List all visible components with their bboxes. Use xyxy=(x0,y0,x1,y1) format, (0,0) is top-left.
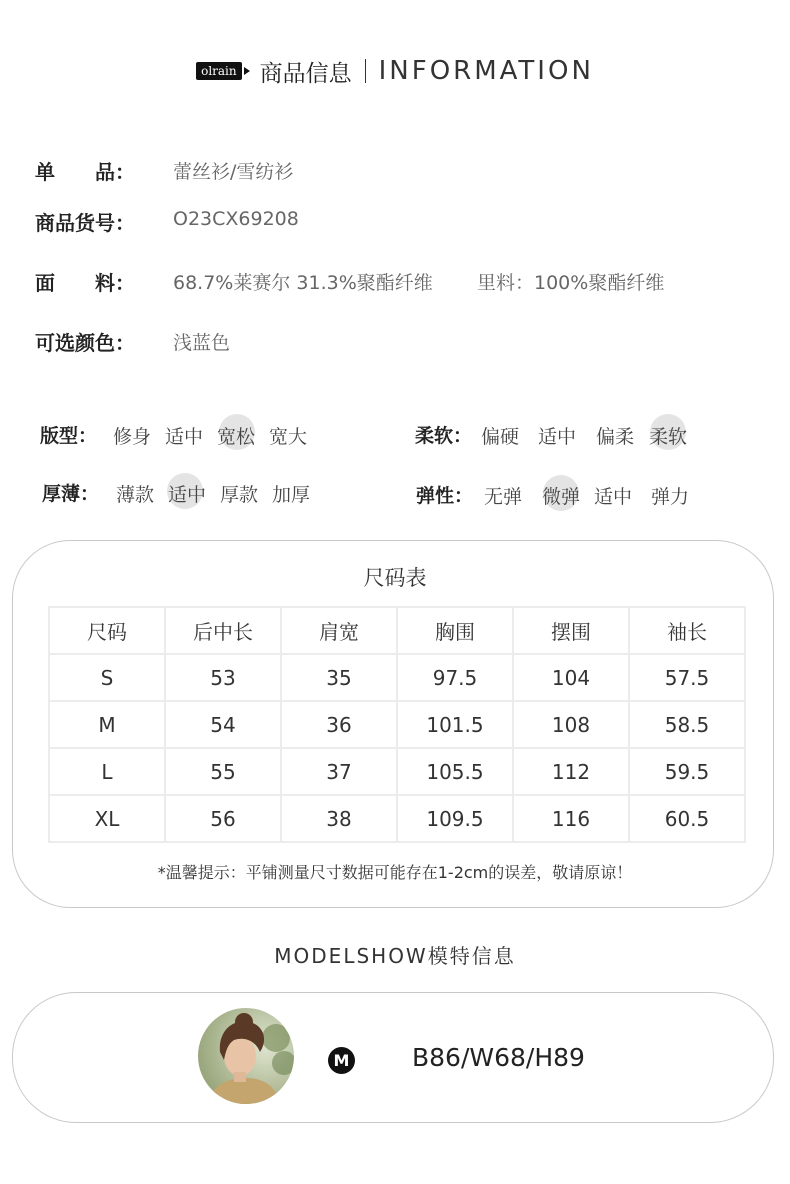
thickness-label: 厚薄： xyxy=(42,483,100,505)
softness-option: 偏柔 xyxy=(596,426,635,448)
table-header-cell: 胸围 xyxy=(397,607,513,654)
fabric-label: 面 料： xyxy=(35,271,135,295)
brand-logo xyxy=(196,62,250,80)
table-cell: 112 xyxy=(513,748,629,795)
table-header-cell: 摆围 xyxy=(513,607,629,654)
model-avatar xyxy=(198,1008,294,1104)
fit-option: 宽大 xyxy=(269,426,308,448)
model-size-badge: M xyxy=(328,1047,355,1074)
table-cell: XL xyxy=(49,795,165,842)
info-header xyxy=(0,48,790,94)
table-cell: 101.5 xyxy=(397,701,513,748)
table-header-cell: 后中长 xyxy=(165,607,281,654)
table-header-row xyxy=(49,607,745,654)
table-cell: 58.5 xyxy=(629,701,745,748)
softness-label: 柔软： xyxy=(415,425,473,447)
table-cell: 116 xyxy=(513,795,629,842)
elasticity-option: 无弹 xyxy=(484,486,523,508)
product-code-label: 商品货号： xyxy=(35,211,135,235)
table-cell: 108 xyxy=(513,701,629,748)
softness-option-selected: 柔软 xyxy=(649,426,688,448)
softness-option: 偏硬 xyxy=(481,426,520,448)
model-section-title: MODELSHOW模特信息 xyxy=(274,944,516,968)
measurement-note: *温馨提示：平铺测量尺寸数据可能存在1-2cm的误差，敬请原谅！ xyxy=(157,863,633,882)
table-cell: S xyxy=(49,654,165,701)
table-header-cell: 尺码 xyxy=(49,607,165,654)
item-value: 蕾丝衫/雪纺衫 xyxy=(173,161,294,183)
header-divider xyxy=(365,59,366,83)
elasticity-option: 适中 xyxy=(594,486,633,508)
table-cell: 56 xyxy=(165,795,281,842)
thickness-option: 薄款 xyxy=(116,484,155,506)
thickness-option-selected: 适中 xyxy=(168,484,207,506)
table-cell: 53 xyxy=(165,654,281,701)
elasticity-option: 弹力 xyxy=(651,486,690,508)
thickness-option: 厚款 xyxy=(220,484,259,506)
table-cell: 54 xyxy=(165,701,281,748)
elasticity-option-selected: 微弹 xyxy=(542,486,581,508)
fit-label: 版型： xyxy=(40,425,98,447)
model-measurements: B86/W68/H89 xyxy=(412,1043,585,1072)
table-cell: 38 xyxy=(281,795,397,842)
lining-value: 里料：100%聚酯纤维 xyxy=(477,272,665,294)
play-arrow-icon xyxy=(244,67,250,75)
table-row xyxy=(49,795,745,842)
color-label: 可选颜色： xyxy=(35,331,135,355)
size-table xyxy=(48,606,746,843)
table-cell: 104 xyxy=(513,654,629,701)
table-cell: 109.5 xyxy=(397,795,513,842)
thickness-option: 加厚 xyxy=(272,484,311,506)
table-cell: 36 xyxy=(281,701,397,748)
table-cell: 57.5 xyxy=(629,654,745,701)
table-cell: 59.5 xyxy=(629,748,745,795)
table-cell: 60.5 xyxy=(629,795,745,842)
table-cell: M xyxy=(49,701,165,748)
table-cell: 105.5 xyxy=(397,748,513,795)
header-title-cn: 商品信息 xyxy=(259,60,352,87)
table-cell: 97.5 xyxy=(397,654,513,701)
table-header-cell: 袖长 xyxy=(629,607,745,654)
elasticity-label: 弹性： xyxy=(416,485,474,507)
table-cell: L xyxy=(49,748,165,795)
size-table-title: 尺码表 xyxy=(363,566,427,590)
fit-option-selected: 宽松 xyxy=(217,426,256,448)
softness-option: 适中 xyxy=(538,426,577,448)
fit-option: 适中 xyxy=(165,426,204,448)
fabric-value: 68.7%莱赛尔 31.3%聚酯纤维 xyxy=(173,272,433,294)
table-row xyxy=(49,654,745,701)
color-value: 浅蓝色 xyxy=(173,332,231,354)
header-title-en: INFORMATION xyxy=(378,56,594,86)
model-info-panel xyxy=(12,992,774,1123)
brand-logo-text: olrain xyxy=(196,62,242,80)
table-cell: 37 xyxy=(281,748,397,795)
product-code-value: O23CX69208 xyxy=(173,208,299,230)
table-row xyxy=(49,748,745,795)
table-header-cell: 肩宽 xyxy=(281,607,397,654)
table-cell: 35 xyxy=(281,654,397,701)
fit-option: 修身 xyxy=(113,426,152,448)
item-label: 单 品： xyxy=(35,160,135,184)
table-cell: 55 xyxy=(165,748,281,795)
table-row xyxy=(49,701,745,748)
